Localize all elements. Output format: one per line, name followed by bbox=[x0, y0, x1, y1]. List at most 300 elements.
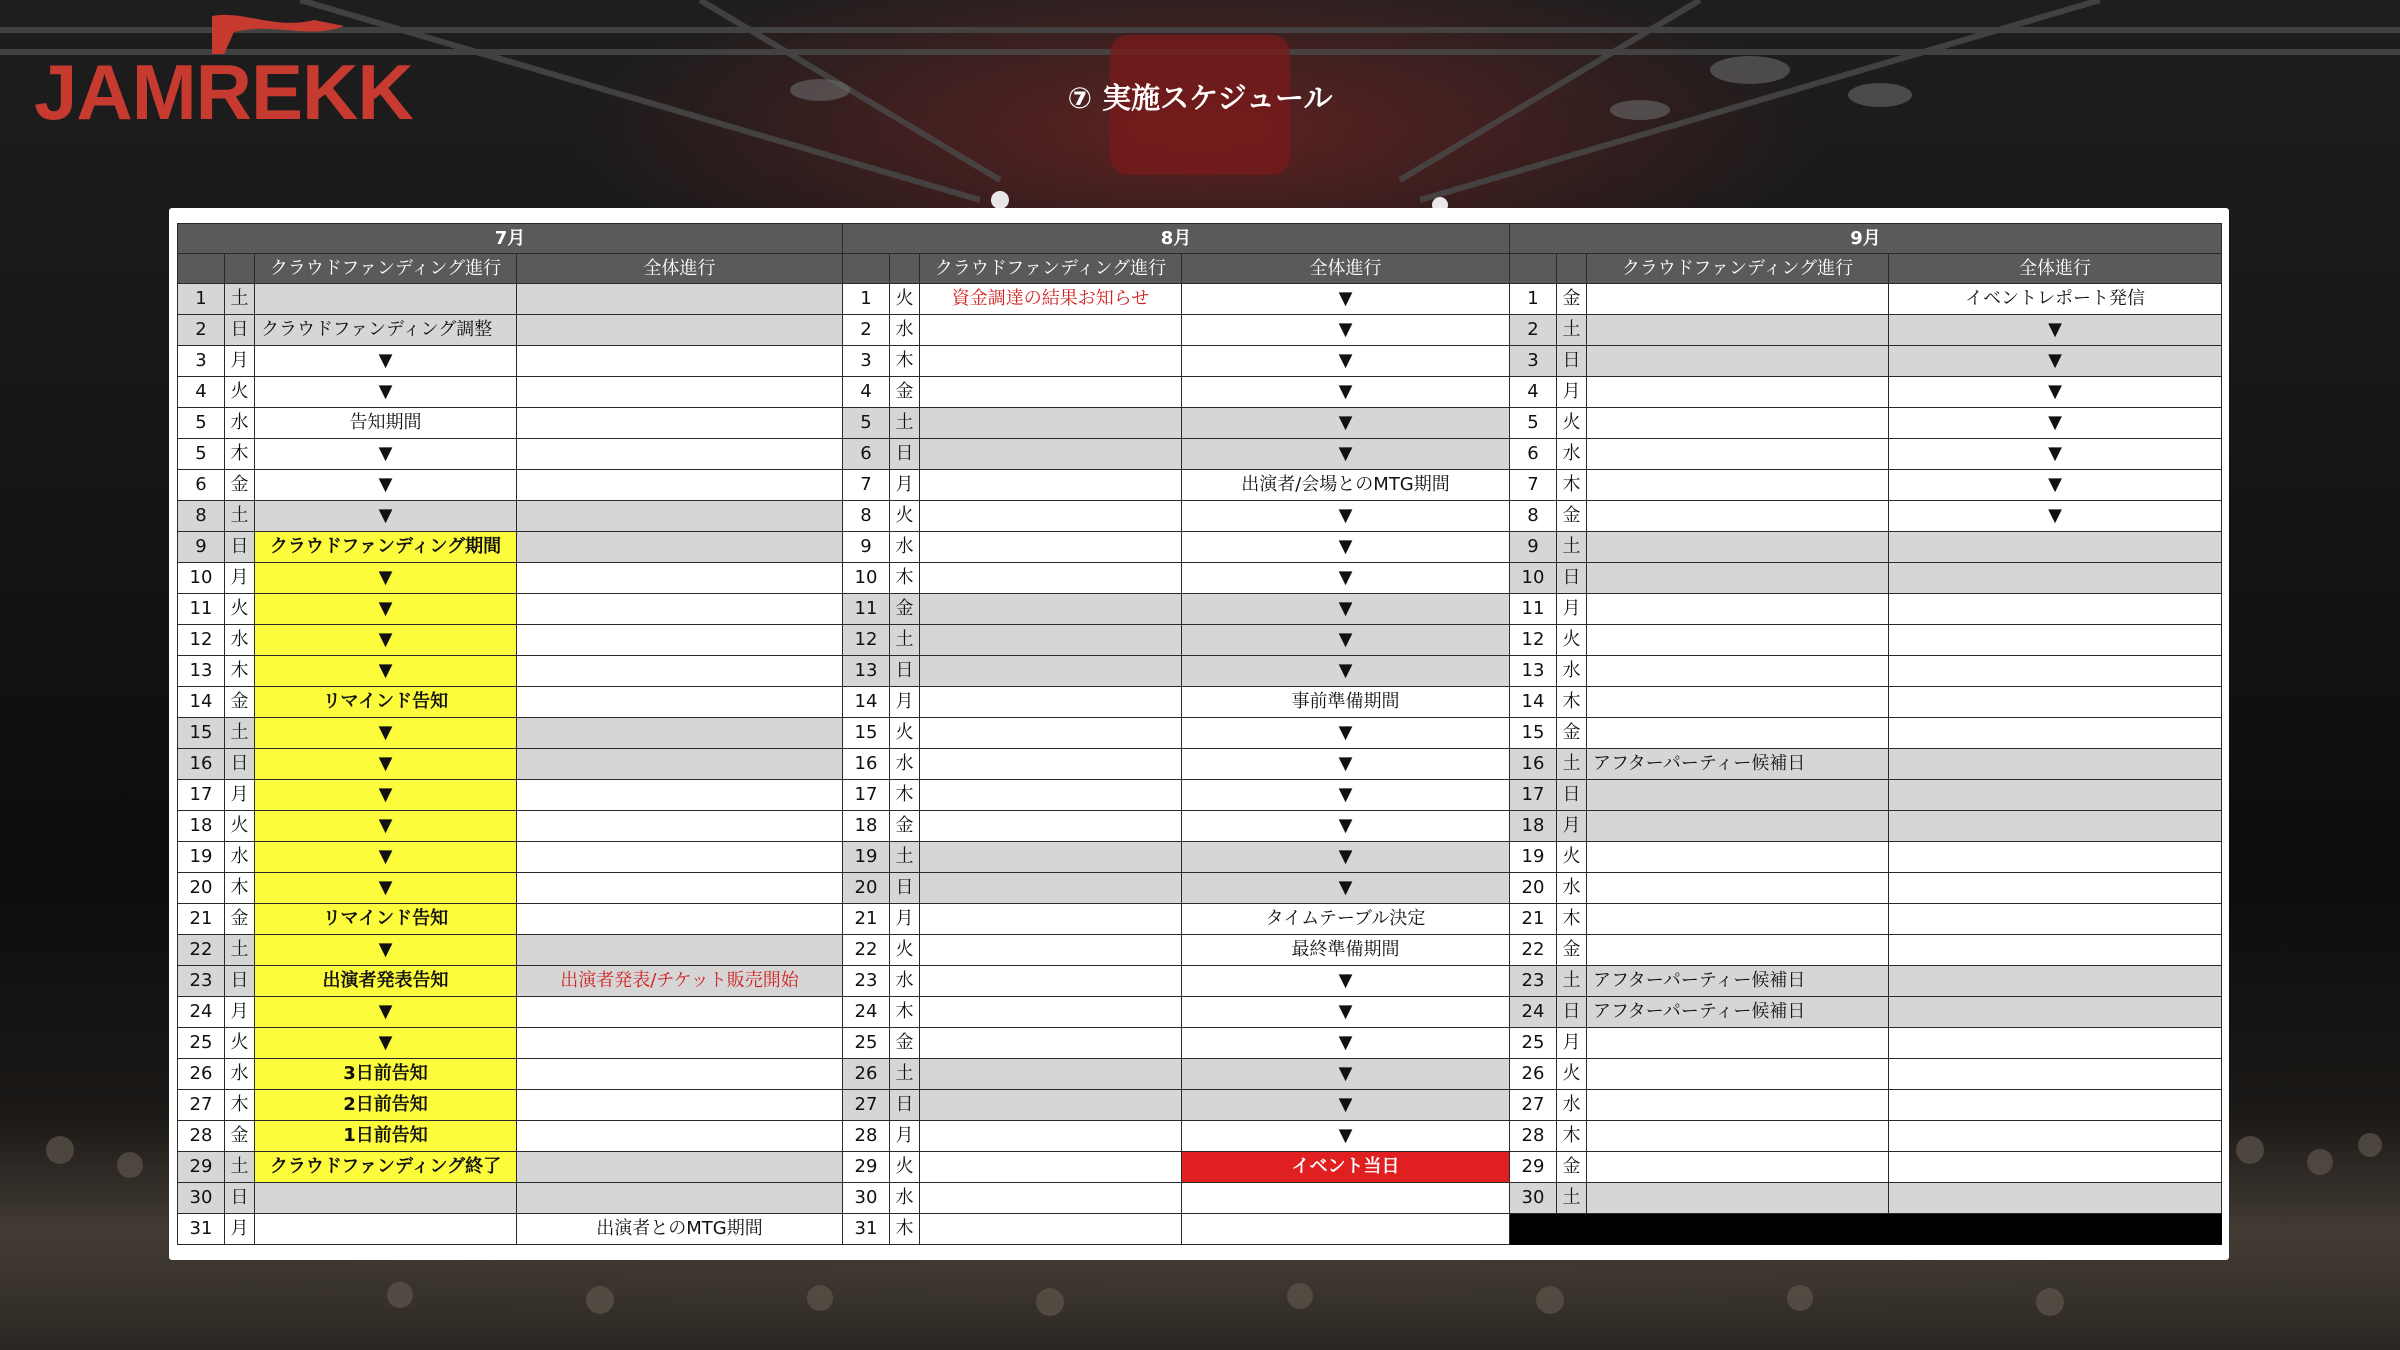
date-cell: 13 bbox=[843, 656, 890, 687]
weekday-cell: 土 bbox=[1557, 1183, 1587, 1214]
logo-text: JAMREKK bbox=[34, 48, 413, 136]
overall-progress-cell: ▼ bbox=[1182, 997, 1510, 1028]
month-header: 7月 bbox=[178, 224, 843, 254]
date-cell: 12 bbox=[843, 625, 890, 656]
empty-cell bbox=[1587, 1214, 1889, 1245]
schedule-row bbox=[178, 594, 2222, 625]
schedule-row bbox=[178, 439, 2222, 470]
overall-progress-cell: ▼ bbox=[1182, 346, 1510, 377]
crowdfunding-column-header: クラウドファンディング進行 bbox=[255, 254, 517, 284]
date-cell: 28 bbox=[843, 1121, 890, 1152]
schedule-row bbox=[178, 315, 2222, 346]
overall-progress-cell: ▼ bbox=[1182, 625, 1510, 656]
weekday-cell: 水 bbox=[890, 966, 920, 997]
weekday-cell: 日 bbox=[890, 439, 920, 470]
date-cell: 2 bbox=[1510, 315, 1557, 346]
weekday-cell: 金 bbox=[1557, 1152, 1587, 1183]
date-cell: 8 bbox=[1510, 501, 1557, 532]
date-cell: 8 bbox=[178, 501, 225, 532]
weekday-cell: 金 bbox=[1557, 935, 1587, 966]
date-cell: 27 bbox=[1510, 1090, 1557, 1121]
date-cell: 7 bbox=[843, 470, 890, 501]
overall-progress-cell bbox=[517, 656, 843, 687]
overall-progress-cell: ▼ bbox=[1182, 594, 1510, 625]
weekday-cell: 土 bbox=[225, 935, 255, 966]
weekday-cell: 金 bbox=[225, 904, 255, 935]
overall-progress-cell: ▼ bbox=[1182, 718, 1510, 749]
crowdfunding-cell bbox=[920, 408, 1182, 439]
date-cell: 20 bbox=[178, 873, 225, 904]
weekday-cell: 火 bbox=[890, 1152, 920, 1183]
date-cell: 1 bbox=[1510, 284, 1557, 315]
schedule-table bbox=[177, 223, 2222, 1245]
overall-progress-cell bbox=[1889, 532, 2222, 563]
crowdfunding-cell bbox=[1587, 625, 1889, 656]
weekday-cell: 火 bbox=[890, 284, 920, 315]
crowdfunding-cell bbox=[1587, 811, 1889, 842]
date-cell: 14 bbox=[178, 687, 225, 718]
overall-progress-cell: ▼ bbox=[1182, 1090, 1510, 1121]
crowdfunding-cell: ▼ bbox=[255, 377, 517, 408]
date-cell: 4 bbox=[843, 377, 890, 408]
date-cell: 31 bbox=[843, 1214, 890, 1245]
overall-progress-cell bbox=[517, 594, 843, 625]
crowdfunding-cell: リマインド告知 bbox=[255, 904, 517, 935]
date-cell: 26 bbox=[1510, 1059, 1557, 1090]
date-cell: 13 bbox=[1510, 656, 1557, 687]
event-day-cell: イベント当日 bbox=[1182, 1152, 1510, 1183]
weekday-cell: 土 bbox=[890, 842, 920, 873]
weekday-cell: 日 bbox=[890, 1090, 920, 1121]
crowdfunding-cell bbox=[920, 625, 1182, 656]
overall-progress-cell: ▼ bbox=[1182, 749, 1510, 780]
overall-progress-cell: ▼ bbox=[1182, 408, 1510, 439]
crowdfunding-cell bbox=[920, 749, 1182, 780]
date-cell: 14 bbox=[1510, 687, 1557, 718]
crowdfunding-cell: ▼ bbox=[255, 501, 517, 532]
weekday-cell: 土 bbox=[225, 284, 255, 315]
weekday-cell: 月 bbox=[1557, 1028, 1587, 1059]
overall-progress-cell bbox=[1182, 1214, 1510, 1245]
crowdfunding-cell bbox=[920, 1028, 1182, 1059]
crowdfunding-cell: ▼ bbox=[255, 656, 517, 687]
weekday-cell: 金 bbox=[890, 1028, 920, 1059]
date-cell: 10 bbox=[843, 563, 890, 594]
overall-progress-cell bbox=[517, 687, 843, 718]
crowdfunding-cell: アフターパーティー候補日 bbox=[1587, 997, 1889, 1028]
overall-progress-cell bbox=[1889, 966, 2222, 997]
overall-progress-cell: ▼ bbox=[1889, 408, 2222, 439]
schedule-row bbox=[178, 1152, 2222, 1183]
date-cell: 16 bbox=[178, 749, 225, 780]
crowdfunding-cell bbox=[1587, 873, 1889, 904]
overall-progress-cell bbox=[517, 1090, 843, 1121]
schedule-row bbox=[178, 563, 2222, 594]
date-cell: 13 bbox=[178, 656, 225, 687]
crowdfunding-cell: ▼ bbox=[255, 811, 517, 842]
weekday-cell: 火 bbox=[1557, 625, 1587, 656]
weekday-cell: 金 bbox=[225, 470, 255, 501]
crowdfunding-cell: ▼ bbox=[255, 873, 517, 904]
date-cell: 29 bbox=[843, 1152, 890, 1183]
date-cell: 4 bbox=[178, 377, 225, 408]
crowdfunding-cell: アフターパーティー候補日 bbox=[1587, 966, 1889, 997]
weekday-cell: 木 bbox=[890, 780, 920, 811]
date-cell: 15 bbox=[843, 718, 890, 749]
overall-progress-cell: 最終準備期間 bbox=[1182, 935, 1510, 966]
date-cell: 8 bbox=[843, 501, 890, 532]
crowdfunding-cell: 資金調達の結果お知らせ bbox=[920, 284, 1182, 315]
empty-cell bbox=[1889, 1214, 2222, 1245]
overall-progress-cell bbox=[1889, 594, 2222, 625]
date-cell: 11 bbox=[1510, 594, 1557, 625]
schedule-sheet bbox=[169, 208, 2229, 1260]
date-cell: 24 bbox=[843, 997, 890, 1028]
overall-progress-cell bbox=[517, 780, 843, 811]
date-cell: 18 bbox=[178, 811, 225, 842]
overall-progress-cell bbox=[1889, 811, 2222, 842]
overall-progress-cell: ▼ bbox=[1182, 811, 1510, 842]
schedule-row bbox=[178, 377, 2222, 408]
crowdfunding-cell: 出演者発表告知 bbox=[255, 966, 517, 997]
weekday-cell: 月 bbox=[890, 904, 920, 935]
date-cell: 5 bbox=[1510, 408, 1557, 439]
weekday-cell: 金 bbox=[1557, 501, 1587, 532]
date-cell: 6 bbox=[843, 439, 890, 470]
crowdfunding-cell: ▼ bbox=[255, 346, 517, 377]
overall-progress-cell: ▼ bbox=[1889, 315, 2222, 346]
date-cell: 16 bbox=[1510, 749, 1557, 780]
overall-progress-cell bbox=[1889, 935, 2222, 966]
date-cell: 9 bbox=[1510, 532, 1557, 563]
weekday-cell: 木 bbox=[1557, 687, 1587, 718]
empty-cell bbox=[1510, 1214, 1557, 1245]
weekday-cell: 火 bbox=[890, 501, 920, 532]
overall-progress-cell: ▼ bbox=[1182, 501, 1510, 532]
schedule-row bbox=[178, 1214, 2222, 1245]
date-cell: 21 bbox=[843, 904, 890, 935]
weekday-cell: 金 bbox=[890, 377, 920, 408]
date-header bbox=[843, 254, 890, 284]
overall-progress-cell bbox=[1889, 1059, 2222, 1090]
crowdfunding-cell bbox=[920, 1059, 1182, 1090]
date-cell: 7 bbox=[1510, 470, 1557, 501]
date-cell: 22 bbox=[843, 935, 890, 966]
weekday-cell: 月 bbox=[890, 1121, 920, 1152]
overall-progress-cell bbox=[517, 1183, 843, 1214]
overall-progress-cell bbox=[1889, 1090, 2222, 1121]
weekday-cell: 木 bbox=[1557, 904, 1587, 935]
schedule-row bbox=[178, 1059, 2222, 1090]
crowdfunding-cell bbox=[920, 377, 1182, 408]
crowdfunding-cell: ▼ bbox=[255, 842, 517, 873]
weekday-cell: 土 bbox=[1557, 315, 1587, 346]
overall-progress-cell: ▼ bbox=[1889, 470, 2222, 501]
date-cell: 1 bbox=[178, 284, 225, 315]
overall-progress-cell: ▼ bbox=[1182, 656, 1510, 687]
overall-progress-cell: ▼ bbox=[1889, 346, 2222, 377]
schedule-row bbox=[178, 749, 2222, 780]
weekday-header bbox=[225, 254, 255, 284]
weekday-cell: 火 bbox=[890, 718, 920, 749]
overall-progress-cell: ▼ bbox=[1182, 1028, 1510, 1059]
crowdfunding-cell bbox=[920, 439, 1182, 470]
weekday-cell: 日 bbox=[1557, 780, 1587, 811]
weekday-cell: 土 bbox=[1557, 966, 1587, 997]
crowdfunding-cell bbox=[920, 966, 1182, 997]
overall-progress-cell: タイムテーブル決定 bbox=[1182, 904, 1510, 935]
crowdfunding-cell bbox=[920, 718, 1182, 749]
crowdfunding-cell: クラウドファンディング調整 bbox=[255, 315, 517, 346]
weekday-cell: 火 bbox=[1557, 842, 1587, 873]
date-cell: 15 bbox=[1510, 718, 1557, 749]
weekday-cell: 木 bbox=[225, 656, 255, 687]
weekday-cell: 水 bbox=[1557, 439, 1587, 470]
crowdfunding-cell: ▼ bbox=[255, 470, 517, 501]
weekday-cell: 日 bbox=[225, 1183, 255, 1214]
date-cell: 9 bbox=[178, 532, 225, 563]
weekday-cell: 火 bbox=[225, 1028, 255, 1059]
overall-progress-cell: ▼ bbox=[1889, 501, 2222, 532]
overall-progress-cell: ▼ bbox=[1889, 377, 2222, 408]
crowdfunding-cell bbox=[1587, 1121, 1889, 1152]
crowdfunding-cell: アフターパーティー候補日 bbox=[1587, 749, 1889, 780]
date-cell: 6 bbox=[178, 470, 225, 501]
date-cell: 21 bbox=[1510, 904, 1557, 935]
schedule-row bbox=[178, 408, 2222, 439]
weekday-cell: 月 bbox=[225, 346, 255, 377]
weekday-cell: 金 bbox=[890, 594, 920, 625]
crowdfunding-column-header: クラウドファンディング進行 bbox=[920, 254, 1182, 284]
date-cell: 15 bbox=[178, 718, 225, 749]
overall-progress-cell bbox=[1889, 873, 2222, 904]
month-header: 8月 bbox=[843, 224, 1510, 254]
weekday-cell: 水 bbox=[1557, 1090, 1587, 1121]
weekday-cell: 火 bbox=[1557, 408, 1587, 439]
weekday-cell: 水 bbox=[225, 1059, 255, 1090]
weekday-cell: 木 bbox=[890, 1214, 920, 1245]
date-cell: 5 bbox=[178, 408, 225, 439]
weekday-cell: 月 bbox=[225, 563, 255, 594]
overall-progress-cell bbox=[1889, 687, 2222, 718]
date-cell: 4 bbox=[1510, 377, 1557, 408]
overall-progress-cell bbox=[517, 1152, 843, 1183]
crowdfunding-cell: ▼ bbox=[255, 935, 517, 966]
overall-progress-cell bbox=[517, 563, 843, 594]
crowdfunding-cell bbox=[1587, 687, 1889, 718]
overall-progress-cell bbox=[1889, 563, 2222, 594]
overall-progress-cell bbox=[1889, 842, 2222, 873]
date-cell: 19 bbox=[178, 842, 225, 873]
date-cell: 25 bbox=[1510, 1028, 1557, 1059]
weekday-cell: 金 bbox=[1557, 718, 1587, 749]
schedule-row bbox=[178, 501, 2222, 532]
overall-progress-cell: ▼ bbox=[1182, 439, 1510, 470]
overall-progress-cell bbox=[517, 997, 843, 1028]
date-cell: 23 bbox=[843, 966, 890, 997]
weekday-cell: 水 bbox=[890, 315, 920, 346]
crowdfunding-cell: ▼ bbox=[255, 780, 517, 811]
crowdfunding-cell bbox=[1587, 935, 1889, 966]
weekday-cell: 金 bbox=[225, 1121, 255, 1152]
crowdfunding-cell bbox=[1587, 1028, 1889, 1059]
date-cell: 21 bbox=[178, 904, 225, 935]
schedule-row bbox=[178, 780, 2222, 811]
crowdfunding-cell bbox=[1587, 1152, 1889, 1183]
date-cell: 11 bbox=[178, 594, 225, 625]
date-cell: 17 bbox=[1510, 780, 1557, 811]
crowdfunding-cell: リマインド告知 bbox=[255, 687, 517, 718]
weekday-header bbox=[890, 254, 920, 284]
overall-progress-cell bbox=[517, 811, 843, 842]
weekday-cell: 水 bbox=[225, 408, 255, 439]
weekday-cell: 土 bbox=[225, 1152, 255, 1183]
date-cell: 30 bbox=[1510, 1183, 1557, 1214]
schedule-row bbox=[178, 625, 2222, 656]
overall-progress-cell: 出演者/会場とのMTG期間 bbox=[1182, 470, 1510, 501]
crowdfunding-cell: 告知期間 bbox=[255, 408, 517, 439]
crowdfunding-column-header: クラウドファンディング進行 bbox=[1587, 254, 1889, 284]
crowdfunding-cell bbox=[920, 904, 1182, 935]
overall-progress-column-header: 全体進行 bbox=[517, 254, 843, 284]
crowdfunding-cell bbox=[920, 315, 1182, 346]
weekday-cell: 金 bbox=[890, 811, 920, 842]
overall-progress-cell bbox=[517, 284, 843, 315]
overall-progress-column-header: 全体進行 bbox=[1889, 254, 2222, 284]
weekday-cell: 土 bbox=[1557, 749, 1587, 780]
overall-progress-cell bbox=[1889, 1028, 2222, 1059]
date-header bbox=[178, 254, 225, 284]
overall-progress-cell bbox=[517, 718, 843, 749]
weekday-cell: 水 bbox=[890, 749, 920, 780]
crowdfunding-cell bbox=[920, 501, 1182, 532]
weekday-cell: 月 bbox=[225, 997, 255, 1028]
crowdfunding-cell: ▼ bbox=[255, 1028, 517, 1059]
overall-progress-cell: 出演者とのMTG期間 bbox=[517, 1214, 843, 1245]
overall-progress-cell: イベントレポート発信 bbox=[1889, 284, 2222, 315]
weekday-cell: 火 bbox=[225, 594, 255, 625]
overall-progress-cell: ▼ bbox=[1182, 1121, 1510, 1152]
date-cell: 3 bbox=[1510, 346, 1557, 377]
schedule-row bbox=[178, 532, 2222, 563]
overall-progress-cell: ▼ bbox=[1182, 563, 1510, 594]
date-cell: 24 bbox=[1510, 997, 1557, 1028]
overall-progress-cell bbox=[1889, 1121, 2222, 1152]
overall-progress-cell bbox=[517, 1121, 843, 1152]
date-cell: 18 bbox=[843, 811, 890, 842]
crowdfunding-cell bbox=[920, 532, 1182, 563]
overall-progress-cell: ▼ bbox=[1182, 377, 1510, 408]
overall-progress-cell bbox=[517, 842, 843, 873]
crowdfunding-cell bbox=[1587, 563, 1889, 594]
date-cell: 19 bbox=[1510, 842, 1557, 873]
weekday-cell: 日 bbox=[1557, 997, 1587, 1028]
crowdfunding-cell bbox=[1587, 532, 1889, 563]
crowdfunding-cell bbox=[920, 1121, 1182, 1152]
date-cell: 25 bbox=[178, 1028, 225, 1059]
overall-progress-cell bbox=[1889, 656, 2222, 687]
weekday-cell: 木 bbox=[225, 873, 255, 904]
overall-progress-cell bbox=[1889, 780, 2222, 811]
crowdfunding-cell bbox=[920, 1152, 1182, 1183]
date-cell: 30 bbox=[843, 1183, 890, 1214]
page-title: ⑦ 実施スケジュール bbox=[1067, 81, 1333, 115]
schedule-row bbox=[178, 935, 2222, 966]
overall-progress-cell bbox=[517, 873, 843, 904]
overall-progress-cell bbox=[517, 935, 843, 966]
weekday-cell: 土 bbox=[890, 1059, 920, 1090]
date-cell: 10 bbox=[178, 563, 225, 594]
crowdfunding-cell bbox=[1587, 470, 1889, 501]
date-cell: 17 bbox=[843, 780, 890, 811]
schedule-row bbox=[178, 346, 2222, 377]
schedule-row bbox=[178, 470, 2222, 501]
overall-progress-cell bbox=[517, 1028, 843, 1059]
overall-progress-cell bbox=[517, 501, 843, 532]
weekday-cell: 月 bbox=[225, 780, 255, 811]
schedule-row bbox=[178, 811, 2222, 842]
crowdfunding-cell bbox=[1587, 377, 1889, 408]
weekday-cell: 水 bbox=[1557, 873, 1587, 904]
schedule-row bbox=[178, 842, 2222, 873]
date-cell: 3 bbox=[843, 346, 890, 377]
overall-progress-cell bbox=[1889, 625, 2222, 656]
crowdfunding-cell bbox=[1587, 780, 1889, 811]
column-header-row bbox=[178, 254, 2222, 284]
overall-progress-cell: 事前準備期間 bbox=[1182, 687, 1510, 718]
overall-progress-cell bbox=[517, 625, 843, 656]
date-cell: 19 bbox=[843, 842, 890, 873]
crowdfunding-cell bbox=[920, 594, 1182, 625]
weekday-cell: 土 bbox=[225, 501, 255, 532]
overall-progress-cell bbox=[517, 346, 843, 377]
date-cell: 2 bbox=[843, 315, 890, 346]
date-cell: 10 bbox=[1510, 563, 1557, 594]
overall-progress-cell bbox=[517, 1059, 843, 1090]
overall-progress-cell: ▼ bbox=[1182, 315, 1510, 346]
crowdfunding-cell bbox=[920, 780, 1182, 811]
overall-progress-cell: 出演者発表/チケット販売開始 bbox=[517, 966, 843, 997]
overall-progress-cell bbox=[517, 377, 843, 408]
weekday-cell: 日 bbox=[225, 315, 255, 346]
crowdfunding-cell bbox=[1587, 594, 1889, 625]
date-cell: 27 bbox=[178, 1090, 225, 1121]
crowdfunding-cell bbox=[920, 1214, 1182, 1245]
weekday-cell: 水 bbox=[890, 1183, 920, 1214]
date-cell: 28 bbox=[178, 1121, 225, 1152]
date-header bbox=[1510, 254, 1557, 284]
weekday-cell: 月 bbox=[1557, 811, 1587, 842]
crowdfunding-cell bbox=[920, 997, 1182, 1028]
weekday-cell: 火 bbox=[1557, 1059, 1587, 1090]
overall-progress-cell bbox=[1889, 1183, 2222, 1214]
weekday-cell: 土 bbox=[890, 625, 920, 656]
overall-progress-cell: ▼ bbox=[1182, 1059, 1510, 1090]
schedule-row bbox=[178, 966, 2222, 997]
crowdfunding-cell bbox=[920, 1090, 1182, 1121]
weekday-cell: 木 bbox=[890, 346, 920, 377]
empty-cell bbox=[1557, 1214, 1587, 1245]
weekday-cell: 水 bbox=[890, 532, 920, 563]
crowdfunding-cell bbox=[920, 811, 1182, 842]
date-cell: 25 bbox=[843, 1028, 890, 1059]
crowdfunding-cell bbox=[920, 470, 1182, 501]
crowdfunding-cell bbox=[1587, 346, 1889, 377]
weekday-cell: 水 bbox=[225, 842, 255, 873]
date-cell: 27 bbox=[843, 1090, 890, 1121]
weekday-header bbox=[1557, 254, 1587, 284]
date-cell: 14 bbox=[843, 687, 890, 718]
